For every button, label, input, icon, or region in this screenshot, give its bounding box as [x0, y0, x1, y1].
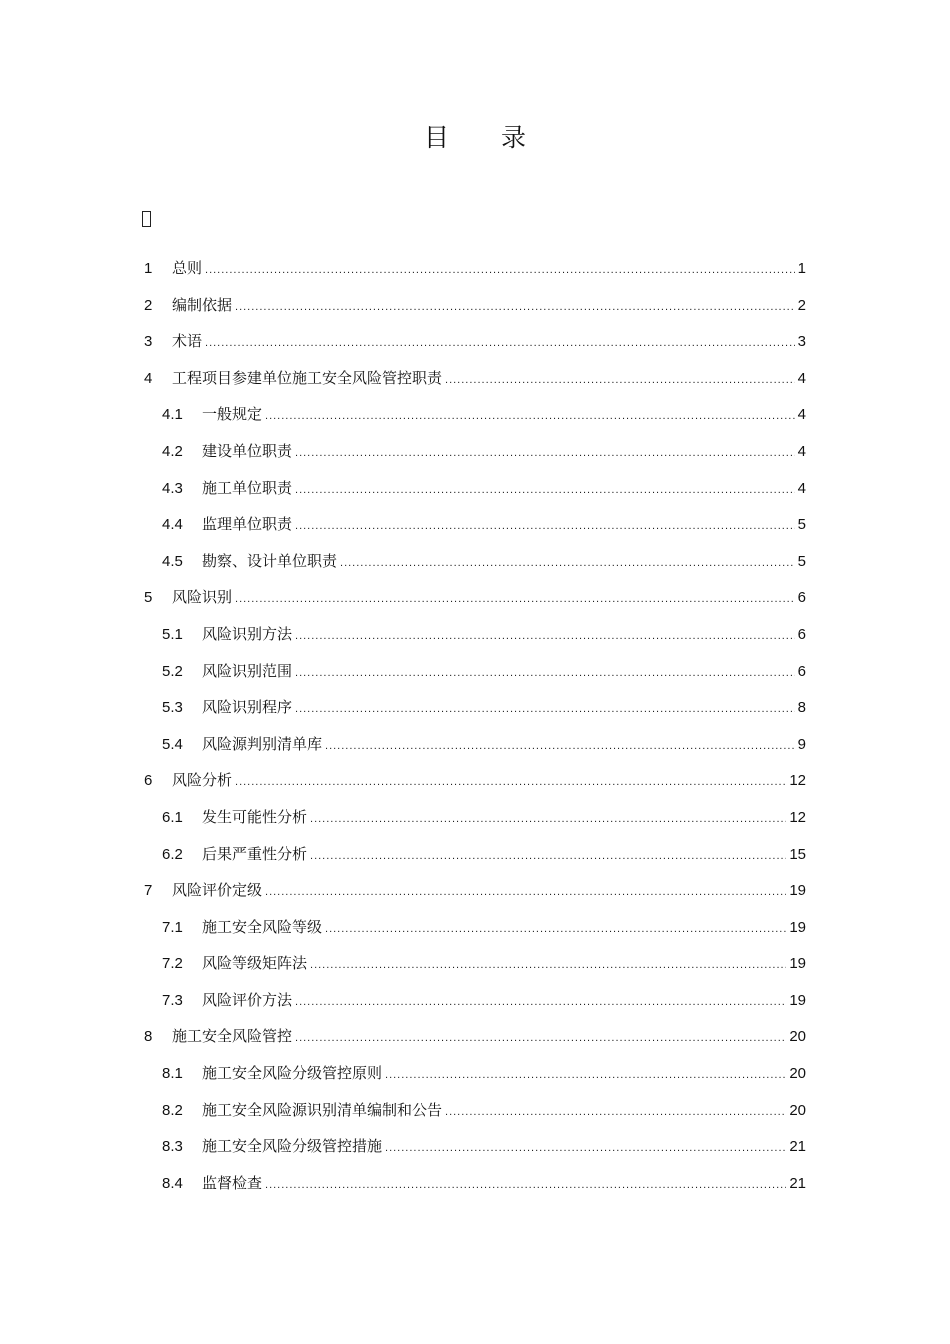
toc-entry-page-number: 21	[789, 1174, 806, 1192]
toc-entry-number: 3	[144, 333, 153, 351]
toc-entry[interactable]	[144, 616, 806, 653]
toc-entry-title: 施工安全风险管控	[172, 1027, 293, 1046]
toc-entry[interactable]	[144, 250, 806, 287]
toc-entry-number: 6.1	[162, 808, 183, 826]
toc-entry-number: 7.2	[162, 955, 183, 973]
toc-entry-page-number: 19	[789, 991, 806, 1009]
toc-dot-leader	[340, 545, 795, 582]
toc-entry-page-number: 12	[789, 808, 806, 826]
toc-dot-leader	[265, 398, 795, 435]
toc-dot-leader	[235, 764, 786, 801]
toc-dot-leader	[295, 691, 795, 728]
toc-entry-page-number: 4	[797, 406, 806, 424]
toc-entry[interactable]	[144, 799, 806, 836]
toc-entry[interactable]	[144, 433, 806, 470]
placeholder-glyph-icon	[142, 211, 151, 227]
toc-dot-leader	[295, 655, 795, 692]
toc-dot-leader	[445, 362, 795, 399]
toc-entry-page-number: 21	[789, 1138, 806, 1156]
toc-dot-leader	[385, 1130, 786, 1167]
toc-entry-page-number: 6	[797, 662, 806, 680]
toc-entry[interactable]	[144, 872, 806, 909]
toc-entry-number: 4.4	[162, 516, 183, 534]
toc-entry-title: 术语	[172, 332, 203, 351]
toc-entry-title: 风险识别范围	[202, 661, 293, 680]
toc-entry-title: 施工安全风险等级	[202, 917, 323, 936]
toc-entry-title: 风险源判别清单库	[202, 734, 323, 753]
toc-entry-title: 监理单位职责	[202, 515, 293, 534]
toc-entry-title: 发生可能性分析	[202, 807, 308, 826]
toc-entry-page-number: 4	[797, 369, 806, 387]
toc-entry-title: 风险识别	[172, 588, 233, 607]
toc-entry-number: 7	[144, 882, 153, 900]
toc-entry-title: 风险识别方法	[202, 624, 293, 643]
toc-dot-leader	[235, 289, 795, 326]
toc-dot-leader	[385, 1057, 786, 1094]
toc-dot-leader	[310, 947, 786, 984]
toc-entry[interactable]	[144, 1055, 806, 1092]
toc-dot-leader	[265, 874, 786, 911]
toc-entry-page-number: 8	[797, 699, 806, 717]
toc-entry-page-number: 4	[797, 479, 806, 497]
table-of-contents	[144, 250, 806, 1201]
page-title-char-1: 目	[423, 123, 449, 152]
toc-entry-page-number: 19	[789, 882, 806, 900]
toc-entry-number: 4.3	[162, 479, 183, 497]
toc-entry-number: 8.1	[162, 1065, 183, 1083]
toc-entry-page-number: 3	[797, 333, 806, 351]
toc-entry[interactable]	[144, 470, 806, 507]
toc-entry-title: 风险等级矩阵法	[202, 954, 308, 973]
toc-entry-title: 风险评价定级	[172, 881, 263, 900]
toc-entry[interactable]	[144, 1092, 806, 1129]
toc-dot-leader	[325, 728, 795, 765]
toc-entry[interactable]	[144, 762, 806, 799]
toc-entry[interactable]	[144, 982, 806, 1019]
toc-dot-leader	[295, 508, 795, 545]
toc-entry-title: 后果严重性分析	[202, 844, 308, 863]
toc-entry[interactable]	[144, 360, 806, 397]
toc-entry-title: 监督检查	[202, 1173, 263, 1192]
toc-dot-leader	[295, 472, 795, 509]
toc-entry[interactable]	[144, 287, 806, 324]
toc-entry-title: 风险分析	[172, 771, 233, 790]
toc-entry-number: 8	[144, 1028, 153, 1046]
toc-dot-leader	[265, 1167, 786, 1204]
toc-entry[interactable]	[144, 726, 806, 763]
toc-entry-page-number: 20	[789, 1101, 806, 1119]
toc-dot-leader	[295, 984, 786, 1021]
toc-entry-page-number: 5	[797, 552, 806, 570]
toc-entry-number: 1	[144, 260, 153, 277]
toc-entry-title: 建设单位职责	[202, 441, 293, 460]
toc-entry-number: 4.2	[162, 442, 183, 460]
toc-dot-leader	[235, 581, 795, 618]
toc-entry-page-number: 2	[797, 296, 806, 314]
toc-entry-title: 工程项目参建单位施工安全风险管控职责	[172, 368, 443, 387]
toc-entry[interactable]	[144, 543, 806, 580]
toc-entry-page-number: 9	[797, 735, 806, 753]
toc-entry-page-number: 1	[797, 260, 806, 277]
toc-entry[interactable]	[144, 396, 806, 433]
toc-entry[interactable]	[144, 1165, 806, 1202]
toc-entry-page-number: 6	[797, 625, 806, 643]
toc-dot-leader	[295, 1020, 786, 1057]
toc-entry-number: 4.1	[162, 406, 183, 424]
toc-entry-page-number: 12	[789, 772, 806, 790]
toc-dot-leader	[205, 252, 795, 289]
toc-dot-leader	[310, 801, 786, 838]
toc-entry-page-number: 6	[797, 589, 806, 607]
toc-entry-page-number: 20	[789, 1028, 806, 1046]
toc-entry-title: 编制依据	[172, 295, 233, 314]
toc-entry[interactable]	[144, 323, 806, 360]
toc-entry-number: 5.1	[162, 625, 183, 643]
page-title	[0, 118, 950, 154]
toc-entry-number: 8.4	[162, 1174, 183, 1192]
toc-entry-title: 施工安全风险源识别清单编制和公告	[202, 1100, 443, 1119]
toc-dot-leader	[295, 435, 795, 472]
toc-entry-number: 5.2	[162, 662, 183, 680]
toc-entry[interactable]	[144, 909, 806, 946]
toc-entry-number: 6	[144, 772, 153, 790]
toc-entry-number: 7.1	[162, 918, 183, 936]
toc-entry[interactable]	[144, 836, 806, 873]
toc-dot-leader	[445, 1094, 786, 1131]
toc-entry[interactable]	[144, 506, 806, 543]
toc-entry[interactable]	[144, 653, 806, 690]
toc-dot-leader	[325, 911, 786, 948]
toc-entry-number: 2	[144, 296, 153, 314]
toc-entry-number: 5.3	[162, 699, 183, 717]
toc-entry-title: 一般规定	[202, 405, 263, 424]
toc-entry-title: 施工安全风险分级管控原则	[202, 1064, 383, 1083]
toc-entry-number: 4	[144, 369, 153, 387]
toc-entry-page-number: 20	[789, 1065, 806, 1083]
toc-entry[interactable]	[144, 945, 806, 982]
toc-entry-number: 5	[144, 589, 153, 607]
toc-entry-page-number: 15	[789, 845, 806, 863]
toc-dot-leader	[310, 838, 786, 875]
toc-entry-page-number: 4	[797, 442, 806, 460]
toc-entry-title: 勘察、设计单位职责	[202, 551, 338, 570]
toc-entry-number: 6.2	[162, 845, 183, 863]
toc-entry-number: 5.4	[162, 735, 183, 753]
toc-entry[interactable]	[144, 689, 806, 726]
toc-dot-leader	[205, 325, 795, 362]
toc-entry[interactable]	[144, 1128, 806, 1165]
toc-entry-title: 施工安全风险分级管控措施	[202, 1137, 383, 1156]
toc-entry-page-number: 19	[789, 955, 806, 973]
toc-entry-number: 8.3	[162, 1138, 183, 1156]
toc-entry[interactable]	[144, 1018, 806, 1055]
toc-entry-number: 8.2	[162, 1101, 183, 1119]
toc-entry-number: 4.5	[162, 552, 183, 570]
page-title-char-2: 录	[501, 123, 527, 152]
toc-dot-leader	[295, 618, 795, 655]
toc-entry-title: 风险评价方法	[202, 990, 293, 1009]
toc-entry-title: 总则	[172, 259, 203, 277]
toc-entry[interactable]	[144, 579, 806, 616]
toc-entry-title: 风险识别程序	[202, 698, 293, 717]
toc-entry-number: 7.3	[162, 991, 183, 1009]
toc-entry-title: 施工单位职责	[202, 478, 293, 497]
toc-entry-page-number: 19	[789, 918, 806, 936]
toc-entry-page-number: 5	[797, 516, 806, 534]
